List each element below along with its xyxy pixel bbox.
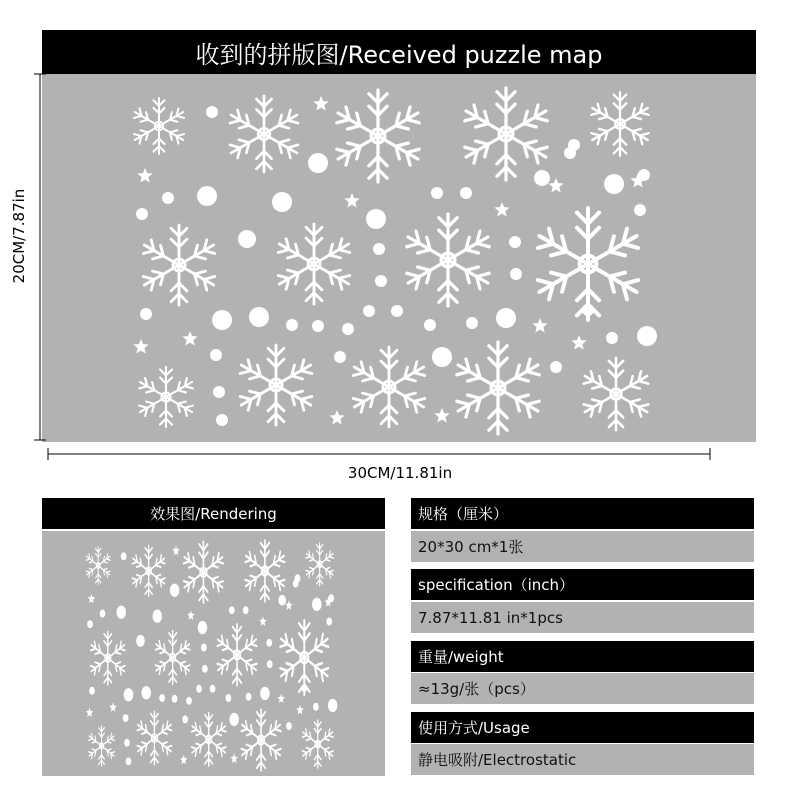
rendering-title: 效果图/Rendering [150,505,277,523]
spec-usage-label: 使用方式/Usage [418,719,530,737]
spec-weight-value-row [411,673,754,704]
main-snowflake-layout [42,74,756,442]
spec-size-inch-header [411,569,754,600]
spec-size-inch-value: 7.87*11.81 in*1pcs [418,608,563,627]
rendering-title-bar [42,498,385,529]
spec-size-cm-value-row [411,531,754,562]
spec-usage-header [411,712,754,743]
spec-usage-value: 静电吸附/Electrostatic [418,751,577,769]
spec-size-cm-header [411,498,754,529]
spec-size-inch-value-row [411,602,754,633]
width-dimension-text: 30CM/11.81in [347,464,453,482]
spec-weight-value: ≈13g/张（pcs） [418,680,535,698]
spec-weight-label: 重量/weight [418,648,504,666]
height-dimension-text: 20CM/7.87in [10,188,28,284]
rendering-snowflake-layout [42,531,385,776]
main-title: 收到的拼版图/Received puzzle map [195,40,603,69]
spec-size-cm-label: 规格（厘米） [418,505,509,523]
width-dimension-label [300,464,500,482]
main-sticker-sheet [42,74,756,442]
rendering-panel [42,531,385,776]
height-dimension-label [10,176,30,296]
width-dimension-line [46,444,716,464]
spec-size-cm-value: 20*30 cm*1张 [418,538,524,556]
spec-usage-value-row [411,744,754,775]
spec-weight-header [411,641,754,672]
spec-size-inch-label: specification（inch） [418,576,575,594]
main-title-bar [42,30,756,74]
